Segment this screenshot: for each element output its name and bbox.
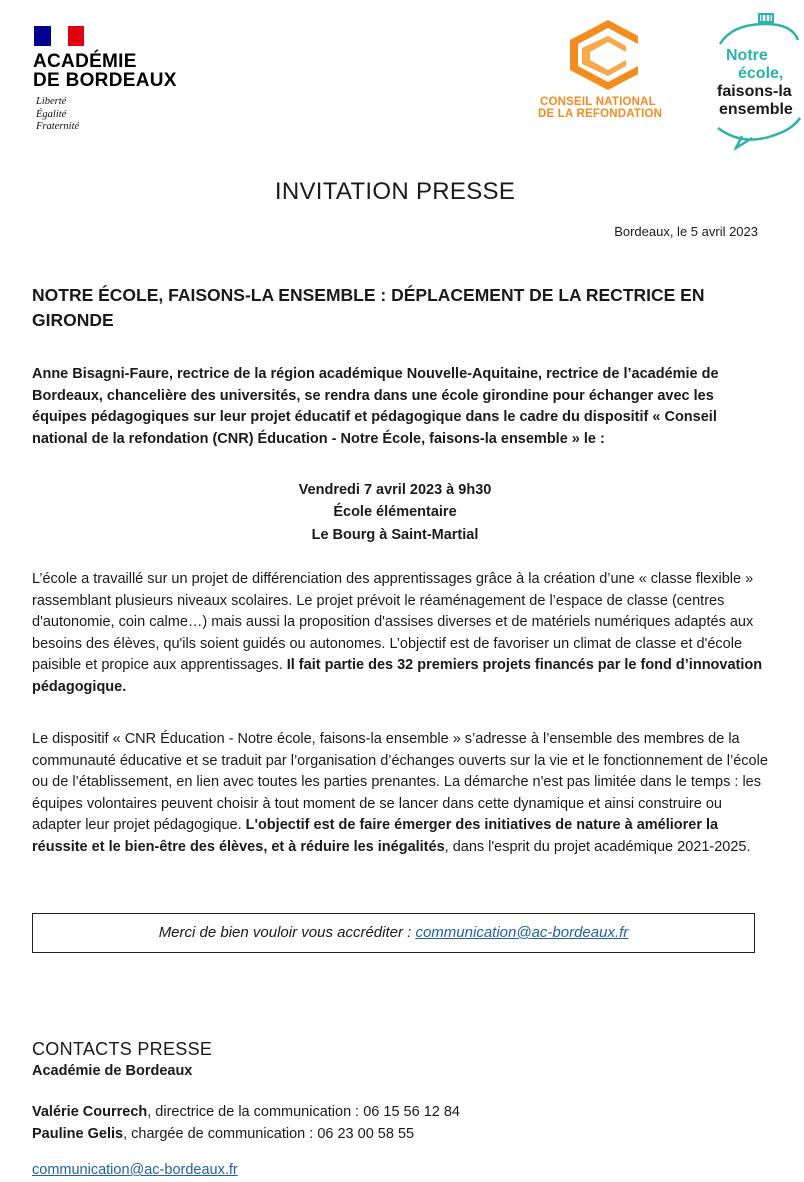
project-text: L’école a travaillé sur un projet de différenciation des apprentissages grâce à la création d’une « classe flexible » rassemblant plusieurs niveaux scolaires. Le projet prévoit le réaménagement de l’espace de classe (centres d'autonomie, coin calme…) mais aussi la proposition d'assises diverses et de matériels numériques adaptés aux besoins des élèves, qu'ils soient guidés ou autonomes. L’objectif est de favoriser un climat de classe et d'école paisible et propice aux apprentissages. xyxy=(32,571,754,673)
contacts-heading: CONTACTS PRESSE xyxy=(32,1039,213,1059)
cnr-logo-line1: CONSEIL NATIONAL xyxy=(540,96,656,108)
dispositif-objective-text: L'objectif est de faire émerger des initiatives de nature à améliorer la réussite et le bien-être des élèves, et à réduire les inégalités xyxy=(32,817,719,855)
contact-name: Pauline Gelis xyxy=(32,1126,124,1142)
notre-ecole-line4: ensemble xyxy=(719,101,793,118)
contacts-email-container xyxy=(32,1162,238,1178)
contacts-organization: Académie de Bordeaux xyxy=(32,1063,193,1079)
republic-motto: Liberté Égalité Fraternité xyxy=(36,96,80,132)
dispositif-end-text: , dans l'esprit du projet académique 2021-2025. xyxy=(444,838,751,855)
intro-paragraph: Anne Bisagni-Faure, rectrice de la région académique Nouvelle-Aquitaine, rectrice de l’académie de Bordeaux, chancelière des universités, se rendra dans une école girondine pour échanger avec les équipes pédagogiques sur leur projet éducatif et pédagogique dans le cadre du dispositif « Conseil national de la refondation (CNR) Éducation - Notre École, faisons-la ensemble » le : xyxy=(32,366,719,447)
dispositif-text: Le dispositif « CNR Éducation - Notre école, faisons-la ensemble » s’adresse à l’ensemble des membres de la communauté éducative et se traduit par l’organisation d’échanges ouverts sur la vie et le fonctionnement de l’école ou de l’établissement, en lien avec toutes les parties prenantes. La démarche n'est pas limitée dans le temps : les équipes volontaires peuvent choisir à tout moment de se lancer dans cette dynamique et ainsi construire ou adapter leur projet pédagogique. xyxy=(32,731,768,833)
document-date: Bordeaux, le 5 avril 2023 xyxy=(614,224,758,239)
contact-role: , chargée de communication : 06 23 00 58 55 xyxy=(123,1126,415,1142)
event-place: École élémentaire xyxy=(333,504,457,520)
cnr-logo-line2: DE LA REFONDATION xyxy=(538,108,663,120)
cnr-logo-icon xyxy=(568,14,648,96)
notre-ecole-line3: faisons-la xyxy=(717,83,792,100)
dispositif-paragraph xyxy=(32,729,770,858)
event-datetime: Vendredi 7 avril 2023 à 9h30 xyxy=(298,482,492,498)
notre-ecole-line2: école, xyxy=(738,65,784,82)
academie-name-line1: ACADÉMIE xyxy=(33,51,137,72)
event-location: Le Bourg à Saint-Martial xyxy=(311,527,479,543)
contacts-email-link[interactable]: communication@ac-bordeaux.fr xyxy=(32,1162,238,1178)
project-paragraph xyxy=(32,569,770,698)
project-funding-text: Il fait partie des 32 premiers projets financés par le fond d’innovation pédagogique. xyxy=(32,657,763,695)
accreditation-line xyxy=(32,924,755,941)
contact-name: Valérie Courrech xyxy=(32,1104,148,1120)
document-type-title: INVITATION PRESSE xyxy=(274,178,516,205)
academie-name-line2: DE BORDEAUX xyxy=(33,70,177,91)
contact-role: , directrice de la communication : 06 15 56 12 84 xyxy=(147,1104,460,1120)
contact-item xyxy=(32,1104,460,1120)
marianne-flag-logo xyxy=(34,26,84,46)
contact-item xyxy=(32,1126,414,1142)
accreditation-text: Merci de bien vouloir vous accréditer : xyxy=(158,924,416,941)
notre-ecole-line1: Notre xyxy=(726,47,768,64)
press-headline: NOTRE ÉCOLE, FAISONS-LA ENSEMBLE : DÉPLACEMENT DE LA RECTRICE EN GIRONDE xyxy=(32,285,705,330)
accreditation-email-link[interactable]: communication@ac-bordeaux.fr xyxy=(415,924,629,941)
